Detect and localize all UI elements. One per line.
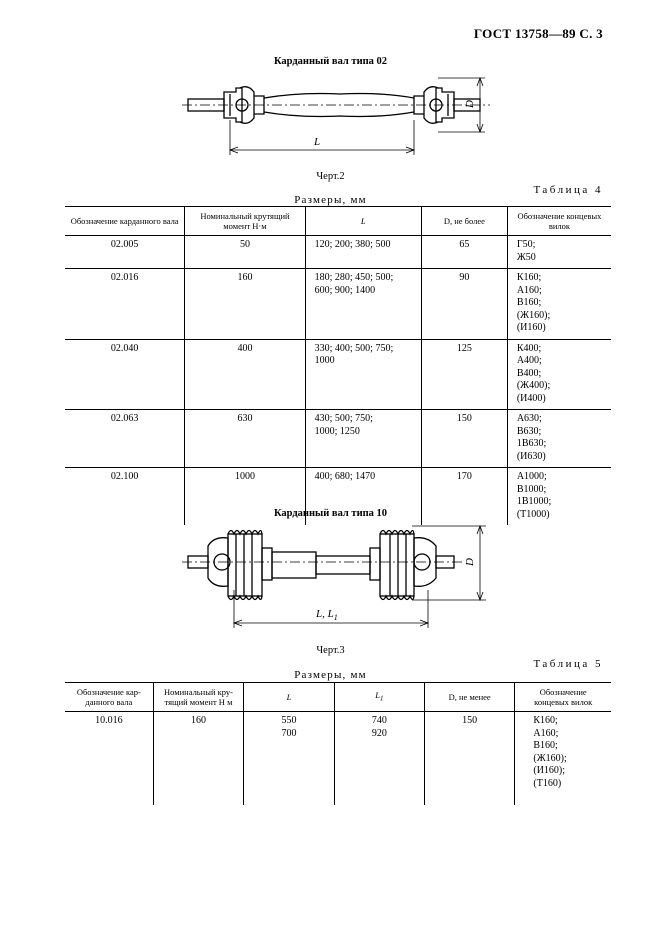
drawing-caption-2: Черт.2: [316, 171, 345, 182]
drawing-cardan-shaft-10: [180, 520, 500, 632]
table-row: [65, 410, 611, 468]
sizes-label-4: Размеры, мм: [294, 194, 367, 206]
table-row: [65, 269, 611, 340]
cell-L: 120; 200; 380; 500: [305, 236, 421, 269]
drawing-caption-3: Черт.3: [316, 645, 345, 656]
table4-header-forks: Обозначение концевых вилок: [507, 207, 611, 236]
cell-forks: К160; А160; В160; (Ж160); (И160); (Т160): [515, 712, 611, 806]
table4-header-D: D, не более: [421, 207, 507, 236]
cell-D: 125: [421, 339, 507, 410]
cell-torque: 160: [153, 712, 244, 806]
table5-header-code: Обозначение кар- данного вала: [65, 683, 153, 712]
cell-L: 400; 680; 1470: [305, 468, 421, 526]
cell-code: 02.100: [65, 468, 185, 526]
cell-torque: 1000: [185, 468, 305, 526]
table5-header-forks: Обозначение концевых вилок: [515, 683, 611, 712]
dim-label-D: D: [464, 558, 476, 566]
page-header: ГОСТ 13758—89 С. 3: [473, 26, 603, 41]
cell-forks: К400; А400; В400; (Ж400); (И400): [507, 339, 611, 410]
table4-header-torque: Номинальный крутящий момент Н·м: [185, 207, 305, 236]
cell-L: 550 700: [244, 712, 334, 806]
cell-L1: 740 920: [334, 712, 424, 806]
section-title-type-10: Карданный вал типа 10: [273, 508, 388, 519]
cell-L: 330; 400; 500; 750; 1000: [305, 339, 421, 410]
cell-code: 02.040: [65, 339, 185, 410]
cell-D: 150: [424, 712, 514, 806]
cell-torque: 630: [185, 410, 305, 468]
cell-D: 150: [421, 410, 507, 468]
table-4: [65, 206, 611, 525]
cell-forks: А1000; В1000; 1В1000; (Т1000): [507, 468, 611, 526]
cell-torque: 50: [185, 236, 305, 269]
section-title-type-02: Карданный вал типа 02: [273, 56, 388, 67]
cell-D: 65: [421, 236, 507, 269]
cell-torque: 160: [185, 269, 305, 340]
cell-L: 430; 500; 750; 1000; 1250: [305, 410, 421, 468]
table5-header-L: L: [244, 683, 334, 712]
table5-header-L1: $L_1$: [334, 683, 424, 712]
dim-label-D: D: [464, 100, 476, 108]
table-5: [65, 682, 611, 805]
dim-label-L: L: [314, 136, 321, 148]
cell-forks: К160; А160; В160; (Ж160); (И160): [507, 269, 611, 340]
cell-D: 90: [421, 269, 507, 340]
sizes-label-5: Размеры, мм: [294, 669, 367, 681]
cell-forks: Г50; Ж50: [507, 236, 611, 269]
drawing-cardan-shaft-02: [180, 70, 500, 160]
cell-D: 170: [421, 468, 507, 526]
cell-code: 02.063: [65, 410, 185, 468]
dim-label-L-L1: L, $L_1$: [316, 608, 338, 622]
table-number-5: Таблица 5: [533, 658, 603, 670]
table5-header-D: D, не менее: [424, 683, 514, 712]
table5-header-torque: Номинальный кру- тящий момент Н м: [153, 683, 244, 712]
cell-code: 10.016: [95, 715, 123, 726]
table-row: [65, 339, 611, 410]
cell-code: 02.005: [110, 239, 139, 250]
cell-L: 180; 280; 450; 500; 600; 900; 1400: [305, 269, 421, 340]
table-row: [65, 236, 611, 269]
table4-header-L: L: [305, 207, 421, 236]
table4-header-code: Обозначение карданного вала: [65, 207, 185, 236]
table-number-4: Таблица 4: [533, 184, 603, 196]
table-row: [65, 712, 611, 806]
cell-torque: 400: [185, 339, 305, 410]
cell-code: 02.016: [65, 269, 185, 340]
cell-forks: А630; В630; 1В630; (И630): [507, 410, 611, 468]
